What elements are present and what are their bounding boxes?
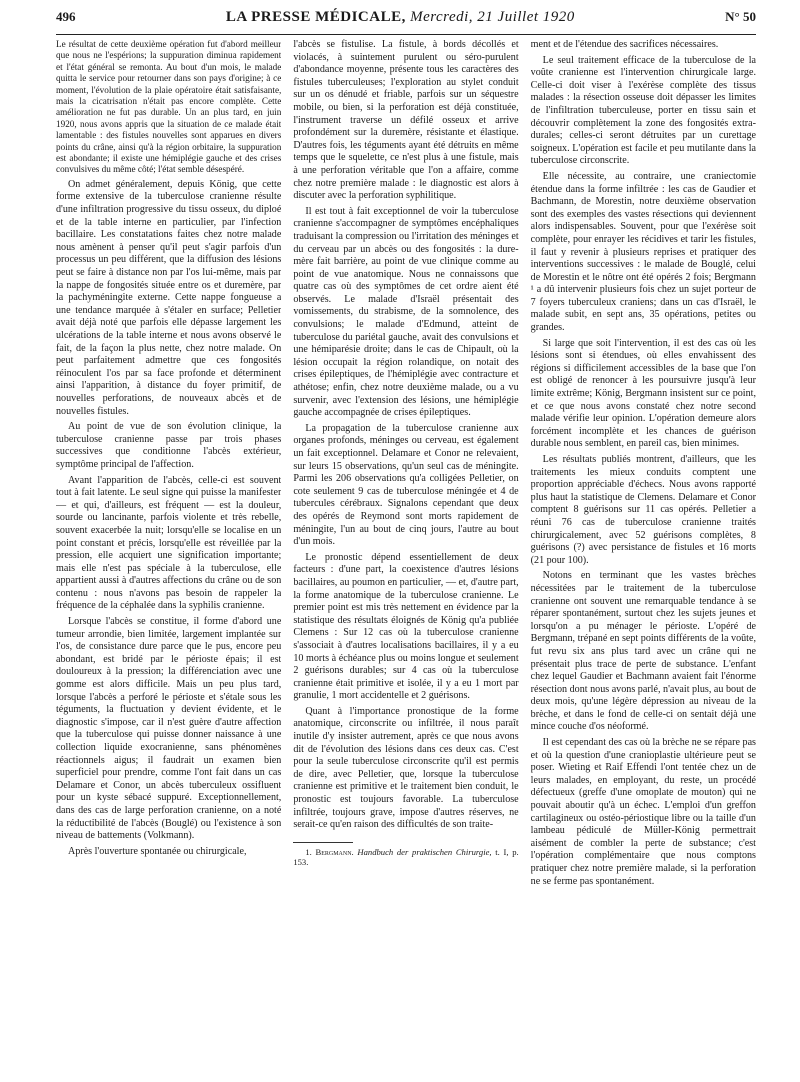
paragraph: Quant à l'importance pronostique de la forme anatomique, circonscrite ou infiltrée, il nous paraît inutile d'y insister autrement, après ce que nous avons dit de l'évolution des lésions dans ces deux cas. C'est pour la seule tuberculose circonscrite qu'il est permis de dire, avec Pelletier, que, lorsque la tuberculose cranienne est primitive et le traitement bien conduit, le pronostic est toujours favorable. La tuberculose infiltrée, toujours grave, impose d'autres réserves, ne serait-ce qu'en raison des difficultés de son traite-: [293, 705, 519, 831]
column-1: [56, 39, 281, 1075]
footnote: [293, 847, 518, 868]
column-3: [531, 39, 756, 1075]
paragraph: On admet généralement, depuis König, que cette forme extensive de la tuberculose cranienne résulte d'une infiltration progressive du tissu osseux, du diploé et de la table interne en particulier, par l'infection bacillaire. Les constatations faites chez notre malade nous amènent à penser qu'il peut s'agir parfois d'un processus un peu différent, que la diffusion des lésions peut se faire à distance non par l'os lui-même, mais par la nappe de fongosités située entre os et duremère, par la pachyméningite externe. Cette nappe fongueuse a une tendance marquée à s'étaler en surface; Pelletier avait déjà noté que parfois elle dépasse largement les ulcérations de la table interne et nous avons observé le fait, de la façon la plus nette, chez notre malade. On peut parfaitement admettre que ces fongosités réinoculent l'os par sa face profonde et déterminent ainsi l'apparition, à distance du foyer primitif, de nouvelles perforations, de nouveaux abcès et de nouvelles fistules.: [56, 178, 282, 417]
article-columns: [56, 39, 756, 1075]
paragraph: Si large que soit l'intervention, il est des cas où les lésions sont si étendues, où elles envahissent des régions si difficilement accessibles de la base que l'on est obligé de renoncer à les poursuivre jusqu'à leur limite extrême; König, Bergmann insistent sur ce point, et ce que nous avons constaté chez notre second malade vérifie leur opinion. L'opération demeure alors forcément incomplète et les chances de guérison durable nous semblent, en pareil cas, bien minimes.: [530, 337, 756, 450]
issue-date: Mercredi, 21 Juillet 1920: [410, 8, 575, 25]
journal-masthead: [226, 9, 575, 26]
paragraph: l'abcès se fistulise. La fistule, à bords décollés et violacés, à suintement purulent ou séro-purulent d'abondance moyenne, présente tous les caractères des fistules tuberculeuses; l'exploration au stylet conduit sur un os dénudé et friable, parfois sur un séquestre mobile, ou bien, si la perforation est déjà constituée, l'instrument traverse un défilé osseux et arrive profondément sur la duremère, résistante et élastique. D'autres fois, les téguments ayant été détruits en même temps que le squelette, ce n'est plus à une fistule, mais à une perforation véritable que l'on a affaire, comme chez notre première malade : le diagnostic est alors à discuter avec la perforation syphilitique.: [293, 39, 519, 202]
paragraph: Notons en terminant que les vastes brèches nécessitées par le traitement de la tuberculose cranienne ont souvent une remarquable tendance à se réparer spontanément, surtout chez les sujets jeunes et lorsqu'on a pu ménager le périoste. L'opéré de Bergmann, trépané en sept points différents de la voûte, fut revu six ans plus tard avec un crâne qui ne présentait plus trace de perte de substance. L'enfant chez lequel Gaudier et Bachmann avaient fait l'énorme résection dont nous avons parlé, n'avait plus, au bout de deux mois, qu'une légère dépression au niveau de la brèche, et dans le fond de celle-ci on sentait déjà une mince couche d'os néoformé.: [530, 570, 756, 733]
footnote-ref: t. I, p. 153.: [293, 846, 519, 868]
paragraph: Au point de vue de son évolution clinique, la tuberculose cranienne passe par trois phases successives que conditionne l'abcès extérieur, symptôme principal de l'affection.: [56, 421, 282, 470]
paragraph: ment et de l'étendue des sacrifices nécessaires.: [530, 39, 719, 50]
paragraph: Il est cependant des cas où la brèche ne se répare pas et où la question d'une cranioplastie ultérieure peut se poser. Wieting et Raif Effendi l'ont tentée chez un de leurs malades, en employant, du reste, un procédé défectueux (greffe d'une omoplate de mouton) qui ne pouvait aboutir qu'à un échec. L'emploi d'un greffon cartilagineux ou ostéo-périostique libre ou la taille d'un lambeau pédiculé de Müller-König permettrait aisément de combler la perte de substance; c'est l'opération complémentaire que nous comptons pratiquer chez notre première malade, si la perforation ne se ferme pas spontanément.: [530, 737, 756, 887]
page-header: [56, 0, 756, 35]
issue-number: N° 50: [725, 9, 756, 24]
footnote-divider: [293, 842, 353, 843]
paragraph: Après l'ouverture spontanée ou chirurgicale,: [68, 845, 247, 857]
column-2: [293, 39, 518, 1075]
page-number: 496: [56, 9, 76, 24]
paragraph: Elle nécessite, au contraire, une craniectomie étendue dans la forme infiltrée : les cas de Gaudier et Bachmann, de Morestin, notre deuxième observation sont des exemples des vastes résections qui deviennent alors indispensables. Souvent, pour que l'exérèse soit complète, pour enrayer les récidives et tarir les fistules, il faut y revenir à plusieurs reprises et pratiquer des interventions successives : le malade de Bouglé, celui de Morestin et le nôtre ont été opérés 2 fois; Bergmann ¹ a dû intervenir plusieurs fois chez un sujet porteur de 7 foyers tuberculeux craniens; dans un cas d'Israël, le malade subit, en sept ans, 35 opérations, petites ou grandes.: [530, 170, 756, 334]
paragraph: Les résultats publiés montrent, d'ailleurs, que les traitements les mieux conduits comptent une proportion appréciable d'échecs. Nous avons rapporté plus haut la statistique de Clemens. Delamare et Conor comptent 8 guérisons sur 11 cas opérés. Pelletier a réuni 76 cas de tuberculose cranienne traités chirurgicalement, avec 52 guérisons complètes, 8 guérisons (?) avec persistance de fistules et 16 morts (21 pour 100).: [530, 454, 756, 566]
paragraph: Il est tout à fait exceptionnel de voir la tuberculose cranienne s'accompagner de symptômes encéphaliques traduisant la compression ou l'irritation des méninges et du cerveau par un abcès ou des fongosités : la dure-mère fait barrière, au point de vue clinique comme au point de vue anatomique. Nous ne connaissons que quatre cas où des symptômes de cet ordre aient été observés. Le malade d'Israël présentait des vomissements, du strabisme, de la somnolence, des convulsions; le malade d'Edmund, atteint de tuberculose du pariétal gauche, avait des convulsions et une hémiparésie droite; dans le cas de Chipault, où la lésion occupait la région rolandique, on notait des crises épileptiques, de l'hémiplégie avec contracture et athétose; enfin, chez notre deuxième malade, ou a vu survenir, avec l'extension des lésions, une hémiplégie gauche accompagnée de crises épileptiques.: [293, 205, 519, 419]
paragraph: Le résultat de cette deuxième opération fut d'abord meilleur que nous ne l'espérions; la suppuration diminua rapidement et l'état général se remonta. Au bout d'un mois, le malade quitta le service pour retourner dans son pays d'origine; à ce moment, l'évolution de la plaie opératoire était satisfaisante, mais la cicatrisation n'était pas encore complète. Cette amélioration ne fut pas durable. Un an plus tard, en juin 1920, nous avons appris que la situation de ce malade était lamentable : des fistules nouvelles sont apparues en divers points du crâne, ainsi qu'à la région orbitaire, la suppuration est abondante; il existe une hémiplégie gauche et des crises convulsives du même côté; l'état semble désespéré.: [56, 39, 282, 175]
paragraph: Le seul traitement efficace de la tuberculose de la voûte cranienne est l'intervention chirurgicale large. Celle-ci doit viser à l'exérèse complète des tissus malades : la résection osseuse doit dépasser les limites de l'infiltration tuberculeuse, porter en tissu sain et découvrir complètement la zone des fongosités extra-durales; celles-ci seront détruites par un curettage soigneux. L'opération est facile et peu mutilante dans la tuberculose circonscrite.: [530, 54, 756, 167]
paragraph: Le pronostic dépend essentiellement de deux facteurs : d'une part, la coexistence d'autres lésions bacillaires, au poumon en particulier, — et, d'autre part, la forme anatomique de la tuberculose cranienne. Le premier point est mis très nettement en évidence par la statistique des résultats éloignés de König qu'a publiée Clemens : Sur 12 cas où la tuberculose cranienne s'associait à d'autres localisations bacillaires, il y a eu 10 morts à échéance plus ou moins longue et seulement 2 guérisons durables; sur 4 cas où la tuberculose cranienne était primitive et isolée, il y a eu 1 mort par granulie, 1 mort accidentelle et 2 guérisons.: [293, 551, 519, 702]
paragraph: La propagation de la tuberculose cranienne aux organes profonds, méninges ou cerveau, est également un fait exceptionnel. Delamare et Conor ne relevaient, sur leurs 15 observations, qu'un seul cas de méningite. Parmi les 206 observations qu'a colligées Pelletier, on cote seulement 9 cas de tuberculose méningée et 4 de tubercules cérébraux. Signalons cependant que deux des opérés de Reymond sont morts rapidement de méningite, l'un au bout de cinq jours, l'autre au bout d'un mois.: [293, 422, 519, 548]
footnote-author: 1. Bergmann.: [305, 846, 354, 857]
paragraph: Avant l'apparition de l'abcès, celle-ci est souvent tout à fait latente. Le seul signe qui puisse la manifester — et qui, d'ailleurs, est fréquent — est la douleur, sourde ou lancinante, parfois violente et très rebelle, souvent exacerbée la nuit; lorsqu'elle se localise en un point constant et précis, lorsqu'elle est réveillée par la pression, elle acquiert une signification importante; mais elle n'est pas spéciale à la tuberculose, elle appartient aussi à d'autres affections du crâne ou de son contenu : nous n'avons pas besoin de rappeler la fréquence de la céphalée dans la syphilis cranienne.: [56, 474, 282, 612]
footnote-title: Handbuch der praktischen Chirurgie,: [357, 846, 492, 857]
paragraph: Lorsque l'abcès se constitue, il forme d'abord une tumeur arrondie, bien limitée, largement implantée sur l'os, de consistance dure parce que le pus, encore peu abondant, est bridé par le périoste épais; il est douloureux à la pression; la différenciation avec une gomme est alors difficile. Mais un peu plus tard, lorsque l'abcès a perforé le périoste et s'étale sous les téguments, la fluctuation y devient évidente, et le diagnostic s'impose, car il n'est guère d'autre affection que la tuberculose qui puisse donner naissance à une collection liquide exocranienne, sans phénomènes réactionnels aigus; il faudrait un examen bien superficiel pour prendre, comme l'ont fait dans un cas Delamare et Conor, un abcès tuberculeux ossifluent pour un kyste sébacé suppuré. Exceptionnellement, dans des cas de large perforation cranienne, on a noté la réductibilité de l'abcès (Bouglé) ou l'existence à son niveau de battements (Volkmann).: [56, 616, 282, 842]
journal-title: LA PRESSE MÉDICALE,: [225, 8, 406, 25]
